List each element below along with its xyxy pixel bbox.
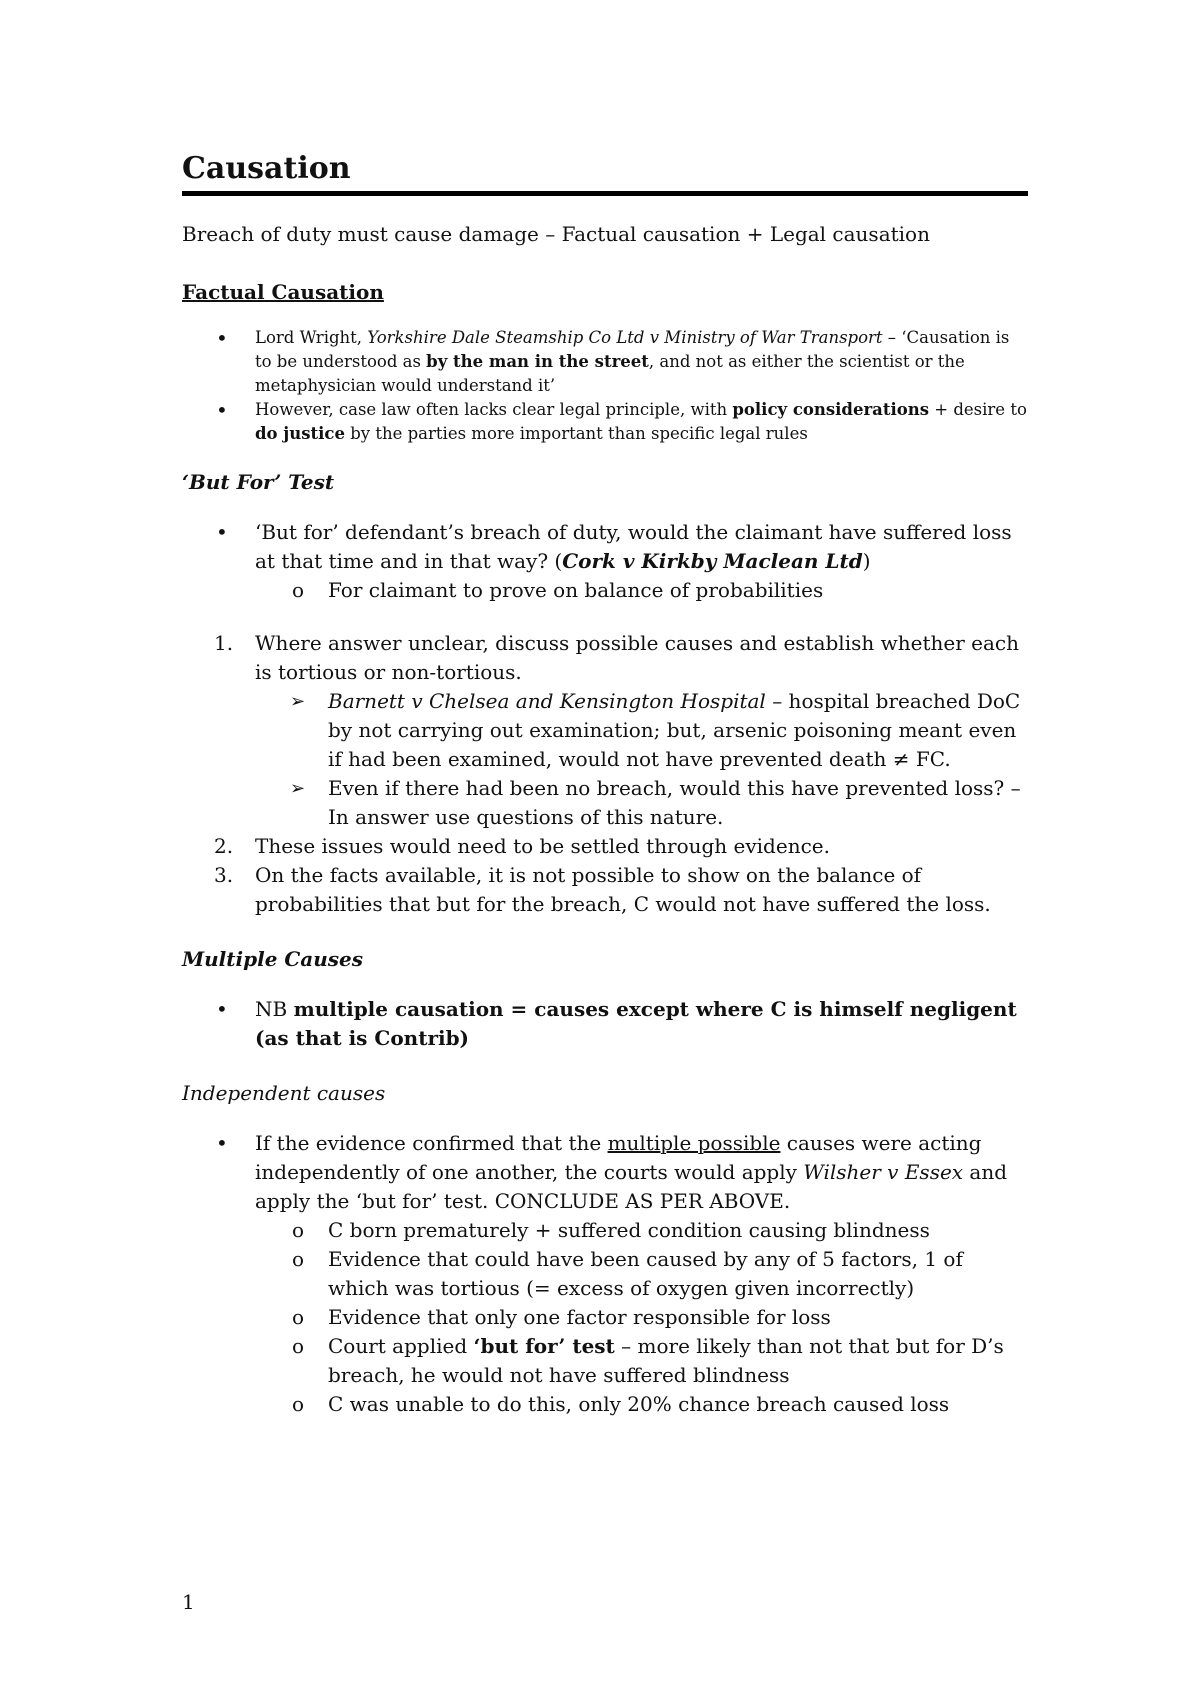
- list-item: • NB multiple causation = causes except where C is himself negligent (as that is Contrib): [182, 995, 1028, 1053]
- arrow-icon: ➢: [290, 778, 306, 799]
- but-for-numbered-list: [182, 629, 1028, 919]
- list-item: 3. On the facts available, it is not possible to show on the balance of probabilities that but for the breach, C would not have suffered the loss.: [214, 863, 991, 916]
- list-item: o Court applied ‘but for’ test – more likely than not that but for D’s breach, he would not have suffered blindness: [292, 1334, 1004, 1387]
- list-item: • If the evidence confirmed that the multiple possible causes were acting independently of one another, the courts would apply Wilsher v Essex and apply the ‘but for’ test. CONCLUDE AS PER ABOVE.: [182, 1129, 1028, 1216]
- list-item: o Evidence that only one factor responsible for loss: [292, 1305, 831, 1329]
- multiple-causes-list: [182, 995, 1028, 1053]
- list-item: • ‘But for’ defendant’s breach of duty, would the claimant have suffered loss at that time and in that way? (Cork v Kirkby Maclean Ltd): [182, 518, 1028, 576]
- list-item: o C was unable to do this, only 20% chance breach caused loss: [292, 1392, 950, 1416]
- heading-but-for-test: ‘But For’ Test: [182, 470, 335, 494]
- but-for-bullet-list: [182, 518, 1028, 605]
- list-item: 1. Where answer unclear, discuss possible causes and establish whether each is tortious or non-tortious.: [214, 631, 1019, 684]
- heading-factual-causation: Factual Causation: [182, 280, 384, 304]
- list-item: • Lord Wright, Yorkshire Dale Steamship Co Ltd v Ministry of War Transport – ‘Causation is to be understood as by the man in the street, and not as either the scientist or the metaphysician would understand it’: [182, 326, 1028, 398]
- list-item: • However, case law often lacks clear legal principle, with policy considerations + desire to do justice by the parties more important than specific legal rules: [182, 398, 1028, 446]
- list-item: o Evidence that could have been caused by any of 5 factors, 1 of which was tortious (= excess of oxygen given incorrectly): [292, 1247, 963, 1300]
- heading-independent-causes: Independent causes: [182, 1081, 386, 1105]
- document-page: [182, 140, 1028, 1419]
- independent-causes-list: [182, 1129, 1028, 1419]
- page-number: 1: [182, 1590, 195, 1614]
- arrow-icon: ➢: [290, 691, 306, 712]
- list-item: o For claimant to prove on balance of probabilities: [292, 578, 824, 602]
- intro-text: Breach of duty must cause damage – Factual causation + Legal causation: [182, 222, 930, 246]
- list-item: 2. These issues would need to be settled through evidence.: [214, 834, 830, 858]
- list-item: o C born prematurely + suffered condition causing blindness: [292, 1218, 930, 1242]
- heading-multiple-causes: Multiple Causes: [182, 947, 364, 971]
- list-item: ➢ Even if there had been no breach, would this have prevented loss? – In answer use questions of this nature.: [290, 776, 1021, 829]
- document-title: Causation: [182, 152, 1028, 196]
- list-item: ➢ Barnett v Chelsea and Kensington Hospital – hospital breached DoC by not carrying out examination; but, arsenic poisoning meant even if had been examined, would not have prevented death ≠ FC.: [290, 689, 1021, 771]
- factual-bullet-list: [182, 326, 1028, 446]
